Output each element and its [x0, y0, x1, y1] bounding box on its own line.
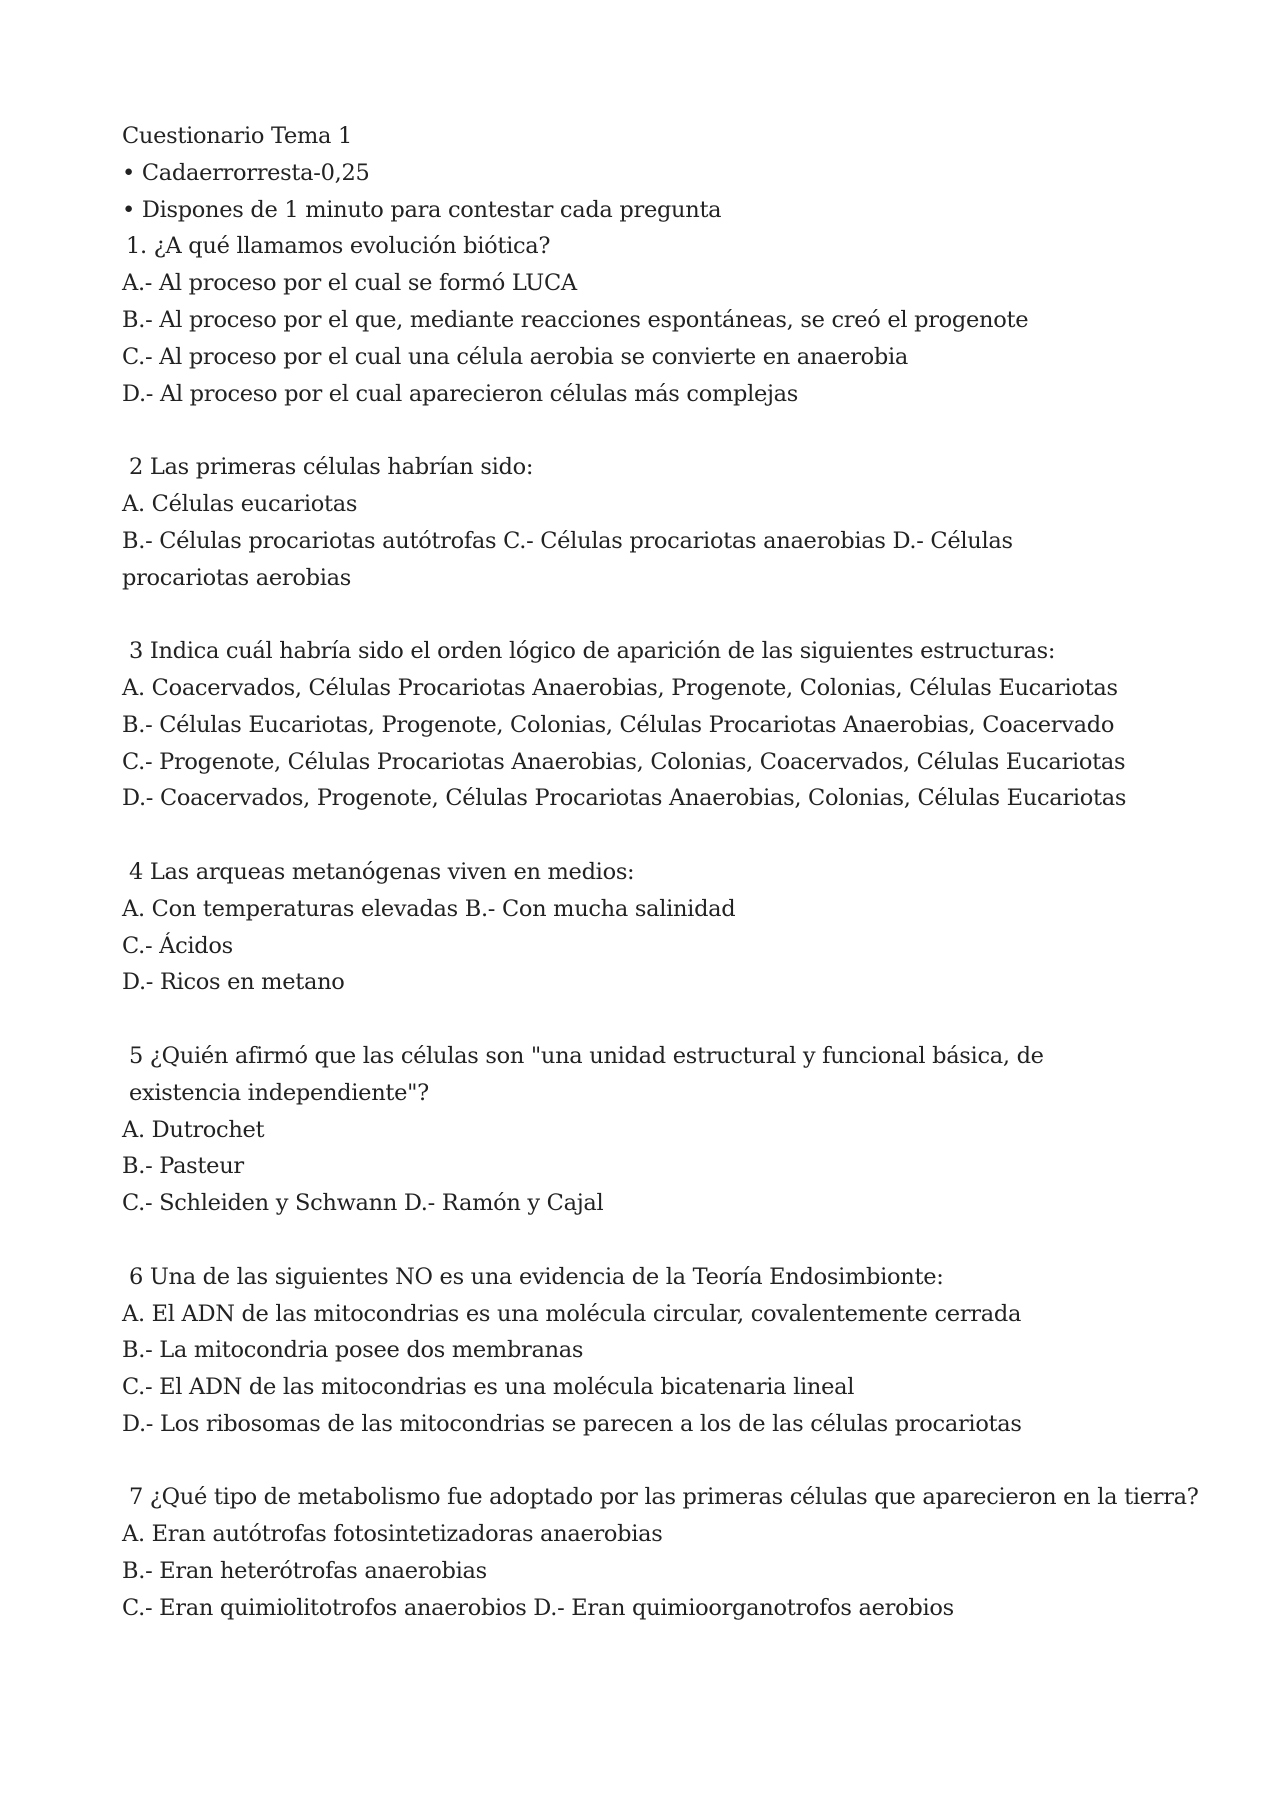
document-page — [122, 118, 1199, 1663]
question-2 — [122, 449, 1162, 596]
question-1 — [122, 228, 1162, 412]
option-b: B.- Eran heterótrofas anaerobias — [122, 1558, 487, 1585]
option-cd: C.- Schleiden y Schwann D.- Ramón y Cajal — [122, 1190, 604, 1217]
option-a: A. El ADN de las mitocondrias es una molécula circular, covalentemente cerrada — [122, 1300, 1022, 1327]
option-d: D.- Al proceso por el cual aparecieron células más complejas — [122, 380, 799, 407]
option-b: B.- Pasteur — [122, 1153, 244, 1180]
question-5 — [122, 1038, 1162, 1222]
option-d: D.- Coacervados, Progenote, Células Procariotas Anaerobias, Colonias, Células Eucariotas — [122, 785, 1127, 812]
quiz-header — [122, 118, 1162, 228]
option-c: C.- Al proceso por el cual una célula aerobia se convierte en anaerobia — [122, 343, 909, 370]
question-stem: 1. ¿A qué llamamos evolución biótica? — [126, 233, 551, 260]
question-stem: 2 Las primeras células habrían sido: — [129, 454, 534, 481]
option-b: B.- Células Eucariotas, Progenote, Colonias, Células Procariotas Anaerobias, Coacervado — [122, 711, 1115, 738]
question-stem: 4 Las arqueas metanógenas viven en medios: — [129, 858, 635, 885]
option-b: B.- Al proceso por el que, mediante reacciones espontáneas, se creó el progenote — [122, 306, 1029, 333]
option-a: A. Eran autótrofas fotosintetizadoras anaerobias — [122, 1521, 663, 1548]
option-a: A. Dutrochet — [122, 1116, 265, 1143]
question-3 — [122, 633, 1162, 817]
question-stem: 7 ¿Qué tipo de metabolismo fue adoptado por las primeras células que aparecieron en la tierra? — [129, 1484, 1199, 1511]
option-ab: A. Con temperaturas elevadas B.- Con mucha salinidad — [122, 895, 736, 922]
question-stem: 5 ¿Quién afirmó que las células son "una unidad estructural y funcional básica, de existencia independiente"? — [129, 1042, 1044, 1106]
rule-error-penalty: • Cadaerrorresta-0,25 — [122, 159, 370, 186]
option-a: A. Células eucariotas — [122, 490, 358, 517]
question-7 — [122, 1479, 1199, 1626]
question-stem: 3 Indica cuál habría sido el orden lógico de aparición de las siguientes estructuras: — [129, 638, 1056, 665]
rule-time-limit: • Dispones de 1 minuto para contestar cada pregunta — [122, 196, 722, 223]
question-stem: 6 Una de las siguientes NO es una evidencia de la Teoría Endosimbionte: — [129, 1263, 944, 1290]
document-title: Cuestionario Tema 1 — [122, 123, 353, 149]
question-6 — [122, 1259, 1162, 1443]
option-c: C.- Ácidos — [122, 932, 233, 959]
option-c: C.- El ADN de las mitocondrias es una molécula bicatenaria lineal — [122, 1374, 855, 1401]
option-bcd: B.- Células procariotas autótrofas C.- Células procariotas anaerobias D.- Células procariotas aerobias — [122, 527, 1013, 591]
option-d: D.- Ricos en metano — [122, 969, 345, 996]
option-d: D.- Los ribosomas de las mitocondrias se parecen a los de las células procariotas — [122, 1410, 1022, 1437]
option-cd: C.- Eran quimiolitotrofos anaerobios D.- Eran quimioorganotrofos aerobios — [122, 1594, 954, 1621]
option-a: A.- Al proceso por el cual se formó LUCA — [122, 270, 577, 297]
option-a: A. Coacervados, Células Procariotas Anaerobias, Progenote, Colonias, Células Eucariotas — [122, 674, 1118, 701]
option-b: B.- La mitocondria posee dos membranas — [122, 1337, 584, 1364]
option-c: C.- Progenote, Células Procariotas Anaerobias, Colonias, Coacervados, Células Eucariotas — [122, 748, 1126, 775]
question-4 — [122, 854, 1162, 1001]
